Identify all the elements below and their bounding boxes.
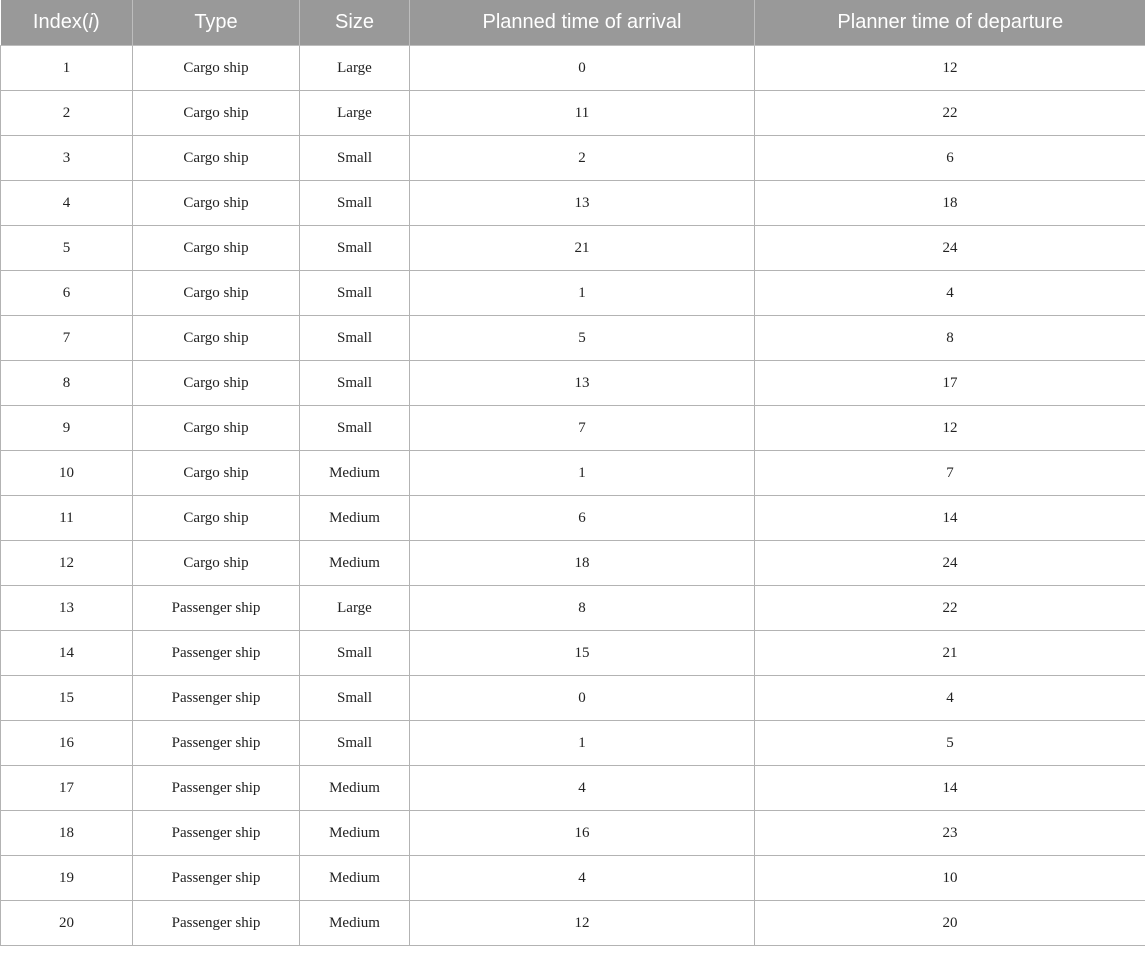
cell-type: Cargo ship <box>133 496 300 541</box>
cell-arrival: 6 <box>410 496 755 541</box>
cell-arrival: 0 <box>410 676 755 721</box>
cell-type: Passenger ship <box>133 856 300 901</box>
cell-index: 14 <box>1 631 133 676</box>
cell-departure: 14 <box>755 496 1145 541</box>
cell-arrival: 13 <box>410 181 755 226</box>
cell-arrival: 1 <box>410 451 755 496</box>
cell-departure: 8 <box>755 316 1145 361</box>
cell-departure: 6 <box>755 136 1145 181</box>
cell-size: Small <box>300 226 410 271</box>
header-departure: Planner time of departure <box>755 0 1145 46</box>
cell-departure: 17 <box>755 361 1145 406</box>
cell-index: 9 <box>1 406 133 451</box>
cell-index: 16 <box>1 721 133 766</box>
cell-size: Small <box>300 361 410 406</box>
table-header <box>1 0 1145 46</box>
table-row <box>1 766 1145 811</box>
cell-arrival: 16 <box>410 811 755 856</box>
cell-size: Large <box>300 46 410 91</box>
table-row <box>1 901 1145 946</box>
header-row <box>1 0 1145 46</box>
table-row <box>1 406 1145 451</box>
table-row <box>1 721 1145 766</box>
cell-type: Cargo ship <box>133 271 300 316</box>
cell-departure: 5 <box>755 721 1145 766</box>
table-row <box>1 541 1145 586</box>
cell-arrival: 4 <box>410 856 755 901</box>
cell-type: Cargo ship <box>133 541 300 586</box>
cell-departure: 18 <box>755 181 1145 226</box>
header-arrival: Planned time of arrival <box>410 0 755 46</box>
header-type: Type <box>133 0 300 46</box>
cell-arrival: 4 <box>410 766 755 811</box>
cell-index: 3 <box>1 136 133 181</box>
cell-arrival: 11 <box>410 91 755 136</box>
cell-arrival: 21 <box>410 226 755 271</box>
table-row <box>1 136 1145 181</box>
cell-arrival: 18 <box>410 541 755 586</box>
cell-index: 15 <box>1 676 133 721</box>
cell-size: Small <box>300 676 410 721</box>
cell-index: 19 <box>1 856 133 901</box>
cell-size: Small <box>300 181 410 226</box>
table-body <box>1 46 1145 946</box>
cell-type: Passenger ship <box>133 676 300 721</box>
table-row <box>1 181 1145 226</box>
cell-index: 8 <box>1 361 133 406</box>
table-row <box>1 811 1145 856</box>
cell-size: Small <box>300 316 410 361</box>
table-row <box>1 316 1145 361</box>
cell-size: Medium <box>300 901 410 946</box>
cell-index: 7 <box>1 316 133 361</box>
cell-size: Medium <box>300 541 410 586</box>
header-index-var: i <box>88 11 93 33</box>
table-row <box>1 361 1145 406</box>
table-row <box>1 271 1145 316</box>
cell-index: 6 <box>1 271 133 316</box>
cell-size: Medium <box>300 766 410 811</box>
cell-arrival: 7 <box>410 406 755 451</box>
cell-type: Passenger ship <box>133 631 300 676</box>
table-row <box>1 451 1145 496</box>
cell-arrival: 0 <box>410 46 755 91</box>
cell-index: 10 <box>1 451 133 496</box>
table-row <box>1 46 1145 91</box>
cell-type: Cargo ship <box>133 406 300 451</box>
cell-size: Small <box>300 631 410 676</box>
cell-type: Passenger ship <box>133 811 300 856</box>
cell-type: Cargo ship <box>133 361 300 406</box>
table-row <box>1 226 1145 271</box>
cell-departure: 12 <box>755 46 1145 91</box>
table-row <box>1 496 1145 541</box>
cell-type: Cargo ship <box>133 91 300 136</box>
cell-index: 4 <box>1 181 133 226</box>
cell-index: 2 <box>1 91 133 136</box>
cell-departure: 23 <box>755 811 1145 856</box>
cell-arrival: 1 <box>410 271 755 316</box>
cell-size: Small <box>300 271 410 316</box>
header-size: Size <box>300 0 410 46</box>
table-row <box>1 91 1145 136</box>
header-index-suffix: ) <box>92 11 100 33</box>
cell-index: 1 <box>1 46 133 91</box>
cell-type: Cargo ship <box>133 451 300 496</box>
cell-type: Passenger ship <box>133 586 300 631</box>
cell-index: 12 <box>1 541 133 586</box>
cell-index: 13 <box>1 586 133 631</box>
cell-departure: 4 <box>755 676 1145 721</box>
table-row <box>1 586 1145 631</box>
cell-arrival: 5 <box>410 316 755 361</box>
table-row <box>1 631 1145 676</box>
cell-arrival: 8 <box>410 586 755 631</box>
table-row <box>1 856 1145 901</box>
cell-size: Large <box>300 586 410 631</box>
cell-departure: 4 <box>755 271 1145 316</box>
cell-index: 18 <box>1 811 133 856</box>
cell-arrival: 2 <box>410 136 755 181</box>
cell-departure: 7 <box>755 451 1145 496</box>
cell-type: Cargo ship <box>133 46 300 91</box>
cell-size: Large <box>300 91 410 136</box>
cell-arrival: 15 <box>410 631 755 676</box>
cell-size: Small <box>300 136 410 181</box>
cell-size: Small <box>300 406 410 451</box>
cell-departure: 14 <box>755 766 1145 811</box>
cell-size: Medium <box>300 856 410 901</box>
cell-size: Medium <box>300 811 410 856</box>
cell-type: Passenger ship <box>133 721 300 766</box>
cell-type: Cargo ship <box>133 181 300 226</box>
cell-departure: 22 <box>755 91 1145 136</box>
cell-index: 5 <box>1 226 133 271</box>
cell-type: Cargo ship <box>133 316 300 361</box>
cell-arrival: 1 <box>410 721 755 766</box>
cell-type: Passenger ship <box>133 766 300 811</box>
cell-size: Medium <box>300 451 410 496</box>
cell-type: Cargo ship <box>133 226 300 271</box>
cell-departure: 21 <box>755 631 1145 676</box>
cell-size: Small <box>300 721 410 766</box>
cell-departure: 10 <box>755 856 1145 901</box>
cell-type: Passenger ship <box>133 901 300 946</box>
cell-departure: 24 <box>755 226 1145 271</box>
header-index-prefix: Index( <box>32 11 89 33</box>
cell-departure: 20 <box>755 901 1145 946</box>
table-row <box>1 676 1145 721</box>
cell-departure: 22 <box>755 586 1145 631</box>
cell-index: 11 <box>1 496 133 541</box>
cell-index: 17 <box>1 766 133 811</box>
cell-arrival: 12 <box>410 901 755 946</box>
header-index <box>1 0 133 46</box>
cell-departure: 24 <box>755 541 1145 586</box>
cell-type: Cargo ship <box>133 136 300 181</box>
cell-size: Medium <box>300 496 410 541</box>
cell-arrival: 13 <box>410 361 755 406</box>
cell-index: 20 <box>1 901 133 946</box>
cell-departure: 12 <box>755 406 1145 451</box>
